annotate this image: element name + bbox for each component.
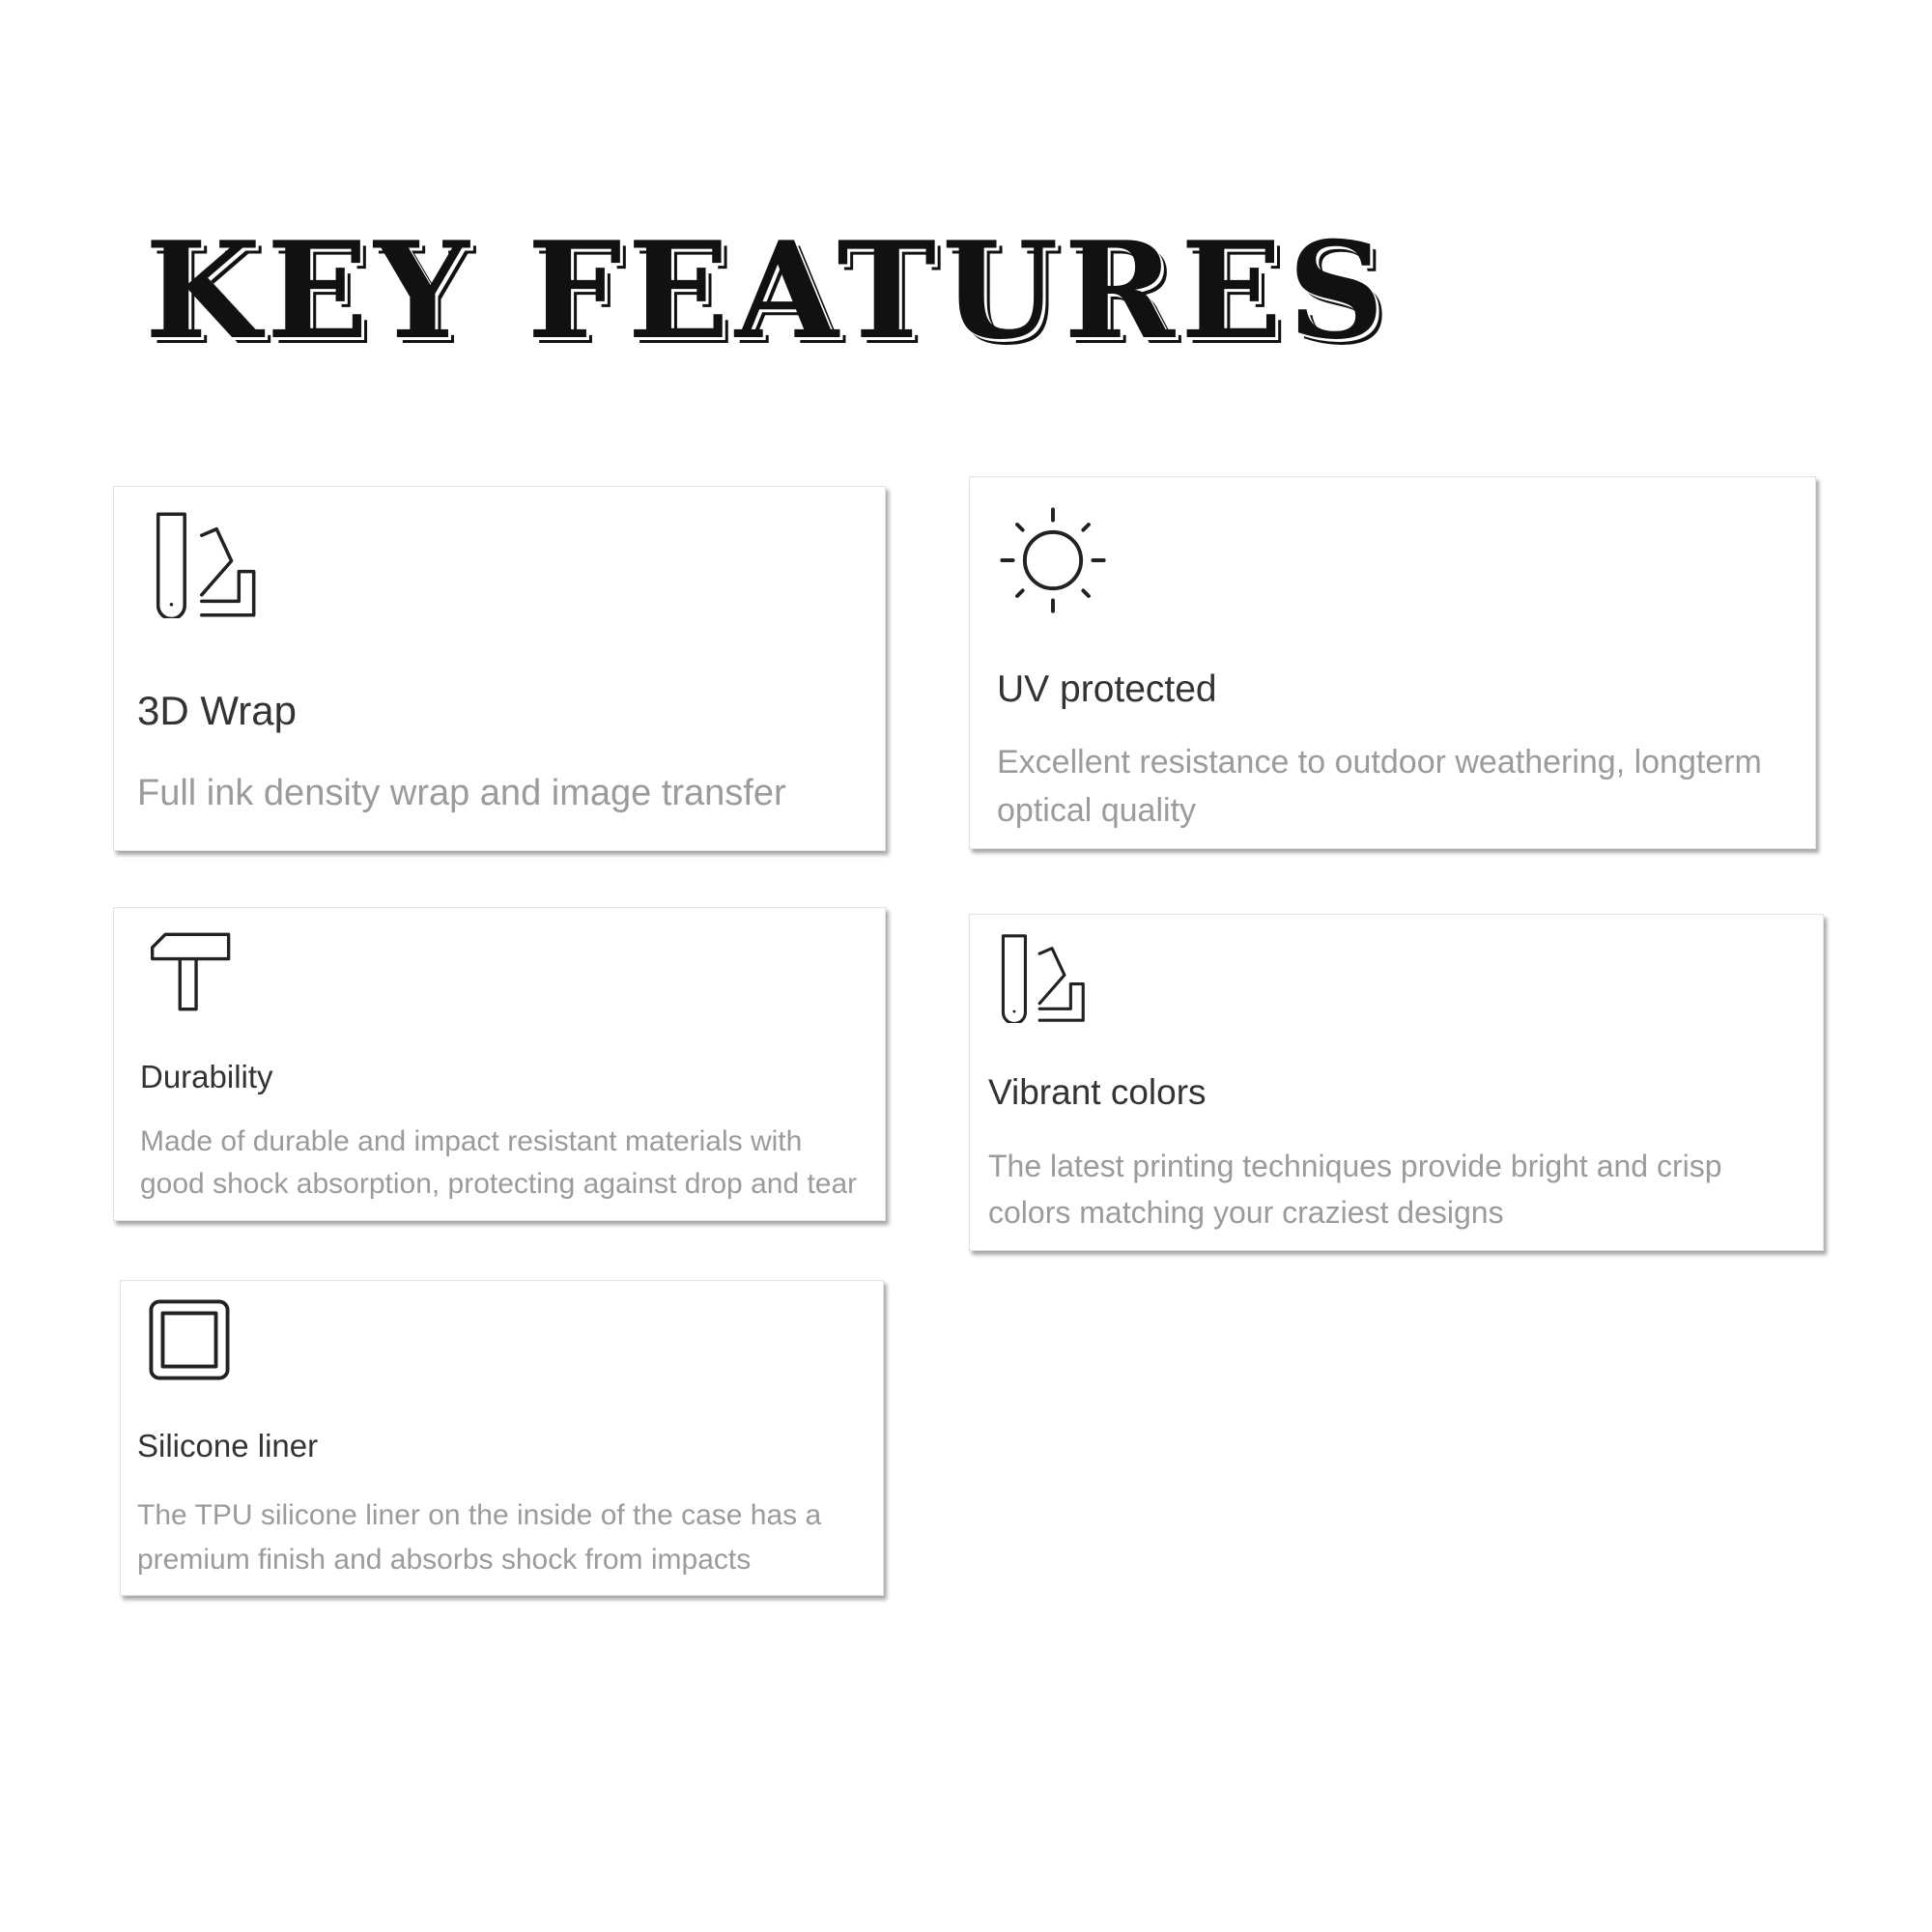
feature-title: Silicone liner xyxy=(137,1428,319,1463)
feature-card-3d-wrap xyxy=(113,486,886,851)
feature-description: Full ink density wrap and image transfer xyxy=(137,773,786,813)
feature-description: The latest printing techniques provide bright and crisp colors matching your craziest designs xyxy=(988,1149,1722,1230)
feature-title: 3D Wrap xyxy=(137,688,297,733)
feature-description: Made of durable and impact resistant materials with good shock absorption, protecting against drop and tear xyxy=(140,1125,858,1200)
feature-card-vibrant-colors xyxy=(969,914,1824,1251)
hammer-icon xyxy=(151,931,232,1012)
feature-card-silicone-liner xyxy=(120,1280,884,1596)
feature-title: UV protected xyxy=(997,668,1217,710)
feature-title: Durability xyxy=(140,1059,273,1094)
feature-description: Excellent resistance to outdoor weathering, longterm optical quality xyxy=(997,744,1762,829)
feature-description: The TPU silicone liner on the inside of the case has a premium finish and absorbs shock from impacts xyxy=(137,1499,822,1576)
feature-card-uv-protected xyxy=(969,476,1816,849)
feature-title: Vibrant colors xyxy=(988,1072,1207,1112)
square-frame-icon xyxy=(148,1298,231,1381)
page-title: KEY FEATURES xyxy=(145,212,1390,369)
swatch-brush-icon xyxy=(151,512,257,618)
swatch-brush-icon xyxy=(997,934,1086,1023)
feature-card-durability xyxy=(113,907,886,1221)
sun-icon xyxy=(999,506,1107,614)
